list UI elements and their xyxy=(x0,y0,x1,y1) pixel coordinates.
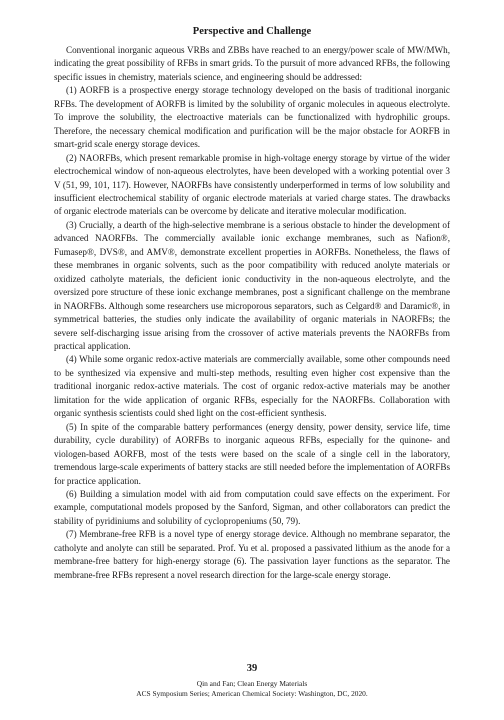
footer-series: ACS Symposium Series; American Chemical Society: Washington, DC, 2020. xyxy=(136,688,368,698)
paragraph-1: (1) AORFB is a prospective energy storage technology developed on the basis of traditional inorganic RFBs. The development of AORFB is limited by the solubility of organic molecules in aqueous electrolyte. To improve the solubility, the electroactive materials can be functionalized with hydrophilic groups. Therefore, the necessary chemical modification and purification will be the major obstacle for AORFB in smart-grid scale energy storage devices. xyxy=(54,85,450,150)
footer-authors: Qin and Fan; Clean Energy Materials xyxy=(196,679,308,688)
paragraph-6: (6) Building a simulation model with aid from computation could save effects on the experiment. For example, computational models proposed by the Sanford, Sigman, and other collaborators can predict the stability of pyridiniums and solubility of cyclopropeniums (50, 79). xyxy=(54,488,450,526)
paragraph-7: (7) Membrane-free RFB is a novel type of energy storage device. Although no membrane separator, the catholyte and anolyte can still be separated. Prof. Yu et al. proposed a passivated lithium as the anode for a membrane-free battery for high-energy storage (6). The passivation layer functions as the separator. The membrane-free RFBs represent a novel research direction for the large-scale energy storage. xyxy=(54,529,450,580)
paragraph-4: (4) While some organic redox-active materials are commercially available, some other compounds need to be synthesized via expensive and multi-step methods, resulting even higher cost expensive than the traditional inorganic redox-active materials. The cost of organic redox-active materials may be another limitation for the wide application of organic RFBs, especially for the NAORFBs. Collaboration with organic synthesis scientists could shed light on the cost-efficient synthesis. xyxy=(54,354,450,419)
paragraph-2: (2) NAORFBs, which present remarkable promise in high-voltage energy storage by virtue of the wider electrochemical window of non-aqueous electrolytes, have been developed with a working potential over 3 V (51, 99, 101, 117). However, NAORFBs have consistently underperformed in terms of low solubility and insufficient electrochemical stability of organic electrode materials at varied charge states. The drawbacks of organic electrode materials can be overcome by delicate and iterative molecular modification. xyxy=(54,152,450,217)
citation-footer xyxy=(0,679,504,698)
page-number: 39 xyxy=(246,663,258,674)
paragraph-5: (5) In spite of the comparable battery performances (energy density, power density, service life, time durability, cycle durability) of AORFBs to inorganic aqueous RFBs, especially for the quinone- and viologen-based AORFB, most of the tests were based on the scale of a single cell in the laboratory, tremendous large-scale experiments of battery stacks are still needed before the implementation of AORFBs for practice application. xyxy=(54,421,450,486)
body-text xyxy=(54,44,450,582)
section-heading: Perspective and Challenge xyxy=(192,26,312,37)
paragraph-3: (3) Crucially, a dearth of the high-selective membrane is a serious obstacle to hinder the development of advanced NAORFBs. The commercially available ionic exchange membranes, such as Nafion®, Fumasep®, DVS®, and AMV®, demonstrate excellent properties in AORFBs. Nonetheless, the flaws of these membranes in organic solvents, such as the poor compatibility with reduced anolyte materials or oxidized catholyte materials, the deficient ionic conductivity in the non-aqueous electrolyte, and the oversized pore structure of these ionic exchange membranes, post a significant challenge on the membrane in NAORFBs. Although some researchers use microporous separators, such as Celgard® and Daramic®, in symmetrical batteries, the studies only indicate the availability of organic materials in NAORFBs; the severe self-discharging issue arising from the crossover of active materials prevents the NAORFBs from practical application. xyxy=(54,219,450,351)
intro-paragraph: Conventional inorganic aqueous VRBs and ZBBs have reached to an energy/power scale of MW/MWh, indicating the great possibility of RFBs in smart grids. To the pursuit of more advanced RFBs, the following specific issues in chemistry, materials science, and engineering should be addressed: xyxy=(54,45,450,82)
